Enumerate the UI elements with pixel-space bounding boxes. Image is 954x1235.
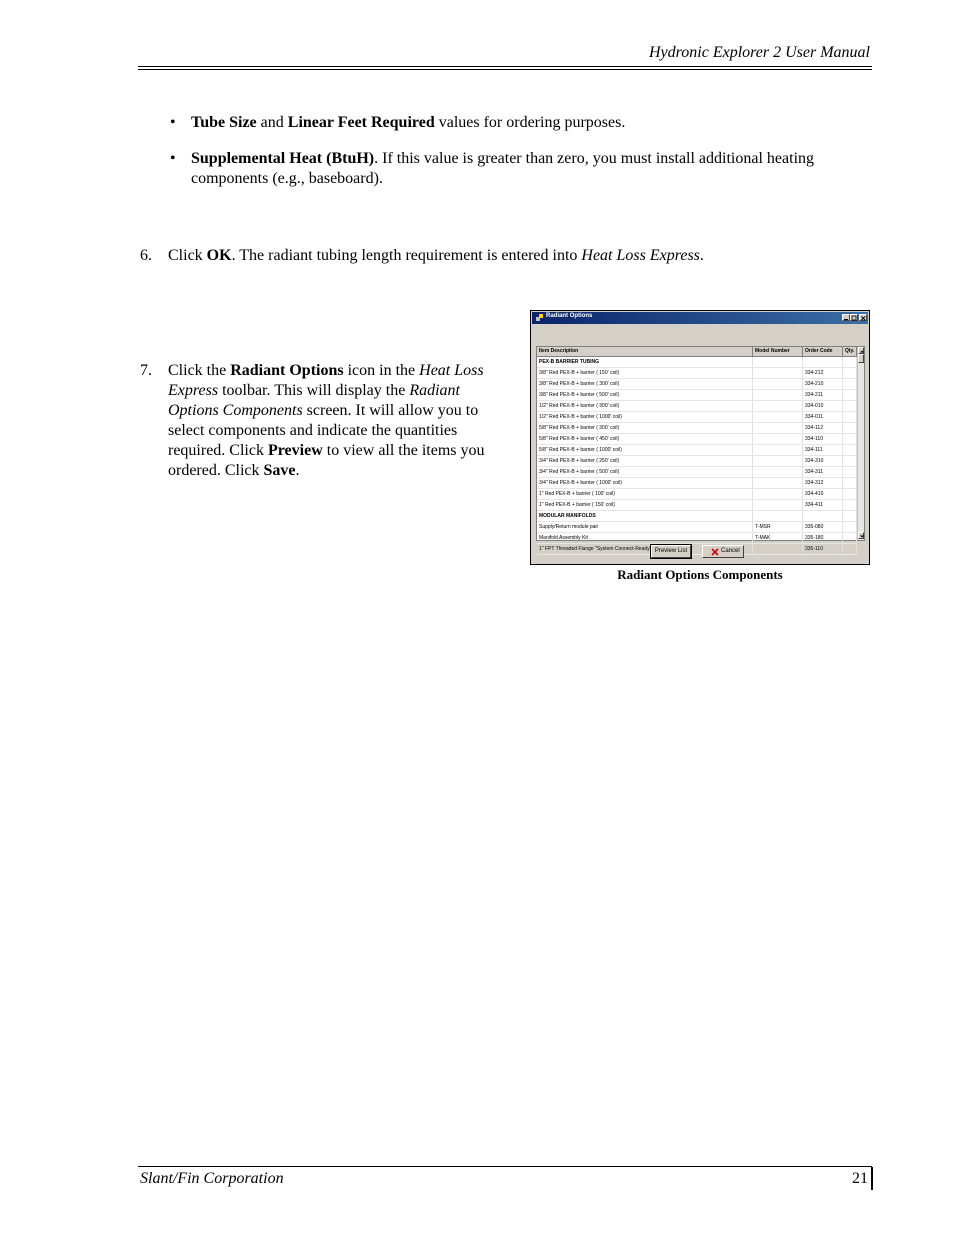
cell-qty[interactable] — [843, 511, 857, 521]
app-icon — [536, 314, 543, 321]
cell-model-number — [753, 467, 803, 477]
term-linear-feet: Linear Feet Required — [287, 114, 435, 131]
cell-description: 1" Red PEX-B + barrier ( 150' coil) — [537, 500, 753, 510]
text: screen. It will allow you to select components and indicate the quantities required. Click — [168, 402, 479, 459]
cell-description: 3/8" Red PEX-B + barrier ( 150' coil) — [537, 368, 753, 378]
cell-model-number: T-MSR — [753, 522, 803, 532]
app-name: Heat Loss Express — [168, 362, 484, 399]
text: to view all the items you ordered. Click — [168, 442, 485, 479]
cell-qty[interactable] — [843, 434, 857, 444]
cell-model-number — [753, 478, 803, 488]
cell-description: 5/8" Red PEX-B + barrier ( 1000' coil) — [537, 445, 753, 455]
term-supplemental-heat: Supplemental Heat (BtuH) — [191, 150, 375, 167]
cancel-label: Cancel — [721, 548, 740, 554]
grid-section-row[interactable] — [537, 357, 857, 368]
cancel-button[interactable] — [702, 545, 744, 558]
text: Click — [168, 247, 207, 264]
term-radiant-options: Radiant Options — [230, 362, 344, 379]
cell-model-number: T-MAK — [753, 533, 803, 543]
term-ok: OK — [206, 247, 232, 264]
cell-order-code: 334-311 — [803, 467, 843, 477]
cell-qty[interactable] — [843, 368, 857, 378]
cell-qty[interactable] — [843, 445, 857, 455]
cell-order-code: 334-212 — [803, 368, 843, 378]
cell-description: 1" FPT Threaded Flange "System Connect-Ready" — [537, 544, 753, 554]
table-row[interactable] — [537, 434, 857, 445]
bullet-item-supplemental-heat — [170, 149, 871, 189]
preview-list-button[interactable]: Preview List — [651, 545, 691, 558]
close-button[interactable] — [859, 314, 867, 321]
cell-model-number — [753, 401, 803, 411]
bullet-item-tube-size — [170, 113, 871, 133]
page-number: 21 — [852, 1170, 868, 1187]
term-preview: Preview — [267, 442, 323, 459]
cell-order-code: 334-110 — [803, 434, 843, 444]
cell-model-number — [753, 489, 803, 499]
cell-description: PEX-B BARRIER TUBING — [537, 357, 753, 367]
header-rule-double — [138, 69, 872, 70]
cell-model-number — [753, 445, 803, 455]
table-row[interactable] — [537, 412, 857, 423]
cell-description: 5/8" Red PEX-B + barrier ( 300' coil) — [537, 423, 753, 433]
footer-page-bar — [871, 1167, 873, 1190]
cell-order-code: 334-011 — [803, 412, 843, 422]
cell-model-number — [753, 357, 803, 367]
footer-company: Slant/Fin Corporation — [140, 1170, 284, 1187]
cell-model-number — [753, 500, 803, 510]
grid-header — [537, 347, 857, 357]
cell-order-code: 334-310 — [803, 456, 843, 466]
column-header-description[interactable]: Item Description — [537, 347, 753, 356]
step-6-text — [168, 246, 868, 266]
close-icon — [860, 315, 868, 322]
step-number: 6. — [140, 247, 152, 264]
text: values for ordering purposes. — [434, 114, 626, 131]
column-header-qty[interactable]: Qty. — [843, 347, 857, 356]
text: Click the — [168, 362, 231, 379]
cell-order-code: 334-312 — [803, 478, 843, 488]
bullet-icon: • — [170, 150, 176, 167]
cell-description: 3/8" Red PEX-B + barrier ( 500' coil) — [537, 390, 753, 400]
step-number: 7. — [140, 362, 152, 379]
table-row[interactable] — [537, 522, 857, 533]
cell-model-number — [753, 511, 803, 521]
cell-model-number — [753, 379, 803, 389]
cancel-x-icon — [711, 548, 719, 556]
radiant-options-window — [530, 310, 870, 565]
cell-model-number — [753, 434, 803, 444]
cell-order-code — [803, 511, 843, 521]
running-header-title: Hydronic Explorer 2 User Manual — [649, 44, 870, 61]
cell-qty[interactable] — [843, 401, 857, 411]
cell-order-code: 334-211 — [803, 390, 843, 400]
text: and — [256, 114, 288, 131]
bullet-icon: • — [170, 114, 176, 131]
column-header-order-code[interactable]: Order Code — [803, 347, 843, 356]
cell-description: Manifold Assembly Kit — [537, 533, 753, 543]
cell-order-code: 334-210 — [803, 379, 843, 389]
grid-section-row[interactable] — [537, 511, 857, 522]
cell-qty[interactable] — [843, 467, 857, 477]
maximize-button[interactable] — [850, 314, 858, 321]
text: . — [295, 462, 300, 479]
cell-qty[interactable] — [843, 390, 857, 400]
cell-order-code: 334-411 — [803, 500, 843, 510]
cell-order-code: 334-010 — [803, 401, 843, 411]
cell-qty[interactable] — [843, 489, 857, 499]
cell-description: MODULAR MANIFOLDS — [537, 511, 753, 521]
cell-description: Supply/Return module pair — [537, 522, 753, 532]
arrow-down-icon — [859, 533, 865, 540]
table-row[interactable] — [537, 478, 857, 489]
cell-model-number — [753, 412, 803, 422]
text: . — [699, 247, 704, 264]
cell-order-code: 335-080 — [803, 522, 843, 532]
cell-model-number — [753, 423, 803, 433]
cell-order-code: 334-112 — [803, 423, 843, 433]
cell-qty[interactable] — [843, 522, 857, 532]
table-row[interactable] — [537, 379, 857, 390]
table-row[interactable] — [537, 533, 857, 544]
table-row[interactable] — [537, 467, 857, 478]
cell-model-number — [753, 368, 803, 378]
cell-qty[interactable] — [843, 456, 857, 466]
window-title: Radiant Options — [546, 313, 593, 319]
cell-qty[interactable] — [843, 379, 857, 389]
header-rule — [138, 66, 872, 67]
cell-order-code — [803, 357, 843, 367]
cell-qty[interactable] — [843, 500, 857, 510]
table-row[interactable] — [537, 445, 857, 456]
cell-description: 3/4" Red PEX-B + barrier ( 500' coil) — [537, 467, 753, 477]
table-row[interactable] — [537, 456, 857, 467]
table-row[interactable] — [537, 423, 857, 434]
cell-description: 1" Red PEX-B + barrier ( 100' coil) — [537, 489, 753, 499]
scroll-thumb[interactable] — [858, 354, 864, 363]
cell-qty[interactable] — [843, 478, 857, 488]
cell-qty[interactable] — [843, 544, 857, 554]
cell-description: 5/8" Red PEX-B + barrier ( 450' coil) — [537, 434, 753, 444]
minimize-button[interactable] — [842, 314, 850, 321]
footer-rule — [138, 1166, 872, 1167]
grid-rows — [537, 357, 857, 555]
cell-order-code: 335-110 — [803, 544, 843, 554]
table-row[interactable] — [537, 390, 857, 401]
cell-model-number — [753, 544, 803, 554]
term-tube-size: Tube Size — [191, 114, 257, 131]
app-name: Heat Loss Express — [581, 247, 700, 264]
step-7-text — [168, 361, 513, 481]
window-titlebar[interactable] — [532, 312, 868, 324]
table-row[interactable] — [537, 544, 857, 555]
text: toolbar. This will display the — [218, 382, 410, 399]
cell-description: 3/4" Red PEX-B + barrier ( 1000' coil) — [537, 478, 753, 488]
cell-order-code: 334-111 — [803, 445, 843, 455]
cell-qty[interactable] — [843, 412, 857, 422]
cell-description: 3/8" Red PEX-B + barrier ( 300' coil) — [537, 379, 753, 389]
table-row[interactable] — [537, 489, 857, 500]
cell-qty[interactable] — [843, 423, 857, 433]
text: . If this value is greater than zero, you must install additional heating components (e.g., baseboard). — [191, 150, 815, 187]
table-row[interactable] — [537, 368, 857, 379]
cell-order-code: 334-410 — [803, 489, 843, 499]
scroll-up-button[interactable] — [858, 347, 864, 354]
cell-model-number — [753, 390, 803, 400]
term-save: Save — [263, 462, 296, 479]
cell-description: 1/2" Red PEX-B + barrier ( 300' coil) — [537, 401, 753, 411]
step-7 — [140, 361, 512, 481]
screen-name: Radiant Options Components — [168, 382, 460, 419]
vertical-scrollbar[interactable] — [857, 347, 864, 540]
cell-qty[interactable] — [843, 533, 857, 543]
maximize-icon — [851, 315, 859, 322]
cell-qty[interactable] — [843, 357, 857, 367]
column-header-model[interactable]: Model Number — [753, 347, 803, 356]
cell-model-number — [753, 456, 803, 466]
scroll-down-button[interactable] — [858, 532, 864, 539]
table-row[interactable] — [537, 500, 857, 511]
cell-description: 3/4" Red PEX-B + barrier ( 250' coil) — [537, 456, 753, 466]
figure-caption: Radiant Options Components — [617, 567, 783, 582]
cell-description: 1/2" Red PEX-B + barrier ( 1000' coil) — [537, 412, 753, 422]
table-row[interactable] — [537, 401, 857, 412]
cell-order-code: 335-180 — [803, 533, 843, 543]
text: . The radiant tubing length requirement is entered into — [231, 247, 582, 264]
text: icon in the — [343, 362, 420, 379]
